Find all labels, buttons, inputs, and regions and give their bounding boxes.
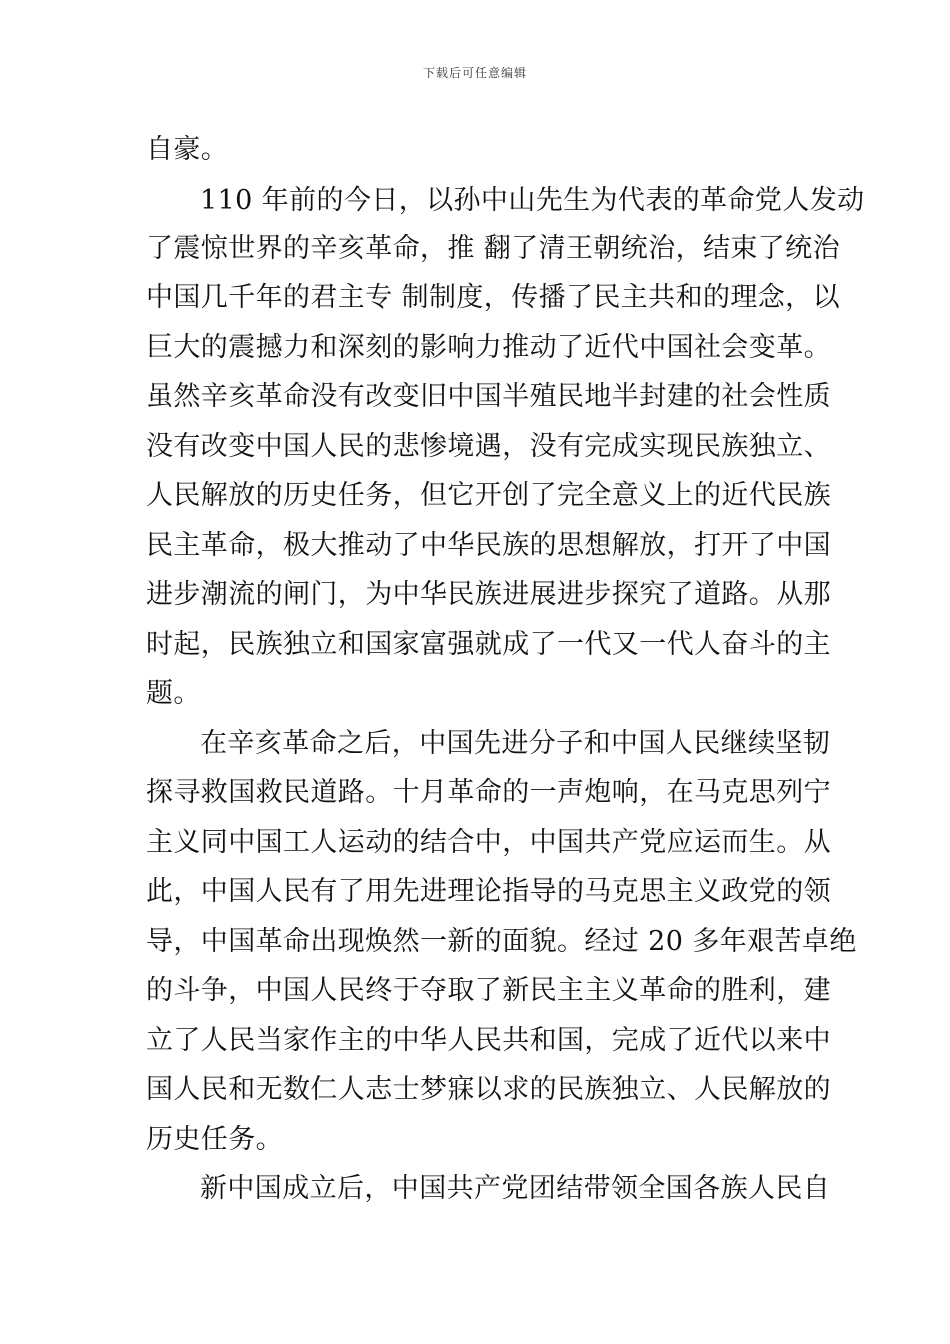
text-line: 的斗争，中国人民终于夺取了新民主主义革命的胜利，建 xyxy=(146,975,831,1006)
text-line: 自豪。 xyxy=(146,134,229,165)
text-line: 历史任务。 xyxy=(146,1124,283,1155)
paragraph-start-line: 在辛亥革命之后，中国先进分子和中国人民继续坚韧 xyxy=(200,728,831,759)
text-line: 人民解放的历史任务，但它开创了完全意义上的近代民族 xyxy=(146,480,831,511)
text-line: 国人民和无数仁人志士梦寐以求的民族独立、人民解放的 xyxy=(146,1074,831,1105)
page-header: 下载后可任意编辑 xyxy=(422,66,527,80)
text-line: 进步潮流的闸门，为中华民族进展进步探究了道路。从那 xyxy=(146,579,831,610)
text-line: 立了人民当家作主的中华人民共和国，完成了近代以来中 xyxy=(146,1025,831,1056)
text-line: 巨大的震撼力和深刻的影响力推动了近代中国社会变革。 xyxy=(146,332,831,363)
paragraph-start-line: 110 年前的今日，以孙中山先生为代表的革命党人发动 xyxy=(200,185,865,216)
text-line: 时起，民族独立和国家富强就成了一代又一代人奋斗的主 xyxy=(146,629,831,660)
text-line: 了震惊世界的辛亥革命，推 翻了清王朝统治，结束了统治 xyxy=(146,233,840,264)
text-line: 主义同中国工人运动的结合中，中国共产党应运而生。从 xyxy=(146,827,831,858)
text-line: 虽然辛亥革命没有改变旧中国半殖民地半封建的社会性质 xyxy=(146,381,831,412)
paragraph-start-line: 新中国成立后，中国共产党团结带领全国各族人民自 xyxy=(200,1173,831,1204)
text-line: 探寻救国救民道路。十月革命的一声炮响，在马克思列宁 xyxy=(146,777,831,808)
text-line: 民主革命，极大推动了中华民族的思想解放，打开了中国 xyxy=(146,530,831,561)
text-line: 没有改变中国人民的悲惨境遇，没有完成实现民族独立、 xyxy=(146,431,831,462)
text-line: 导，中国革命出现焕然一新的面貌。经过 20 多年艰苦卓绝 xyxy=(146,926,857,957)
text-line: 此，中国人民有了用先进理论指导的马克思主义政党的领 xyxy=(146,876,831,907)
text-line: 题。 xyxy=(146,678,201,709)
text-line: 中国几千年的君主专 制制度，传播了民主共和的理念，以 xyxy=(146,282,840,313)
